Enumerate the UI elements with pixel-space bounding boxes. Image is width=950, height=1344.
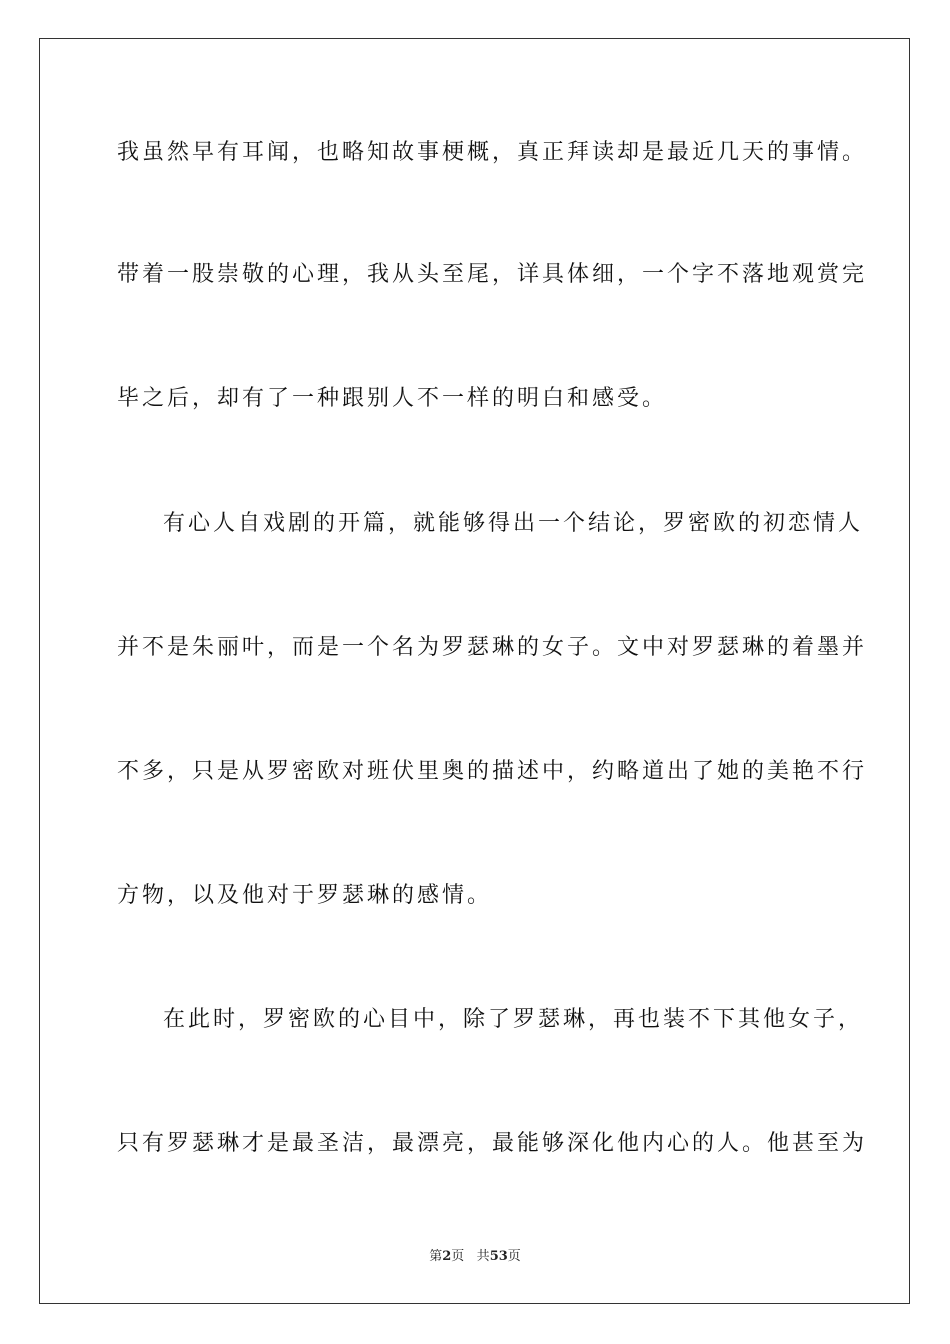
total-suffix: 页 [507,1249,521,1264]
text-line-6: 不多，只是从罗密欧对班伏里奥的描述中，约略道出了她的美艳不行 [117,759,868,784]
text-line-5: 并不是朱丽叶，而是一个名为罗瑟琳的女子。文中对罗瑟琳的着墨并 [117,635,868,660]
text-line-4: 有心人自戏剧的开篇，就能够得出一个结论，罗密欧的初恋情人 [163,511,864,536]
page-suffix: 页 [451,1249,465,1264]
text-line-3: 毕之后，却有了一种跟别人不一样的明白和感受。 [117,386,668,411]
page-frame [39,38,910,1304]
text-line-8: 在此时，罗密欧的心目中，除了罗瑟琳，再也装不下其他女子， [163,1007,864,1032]
total-pages: 53 [489,1249,508,1264]
page-prefix: 第 [429,1249,443,1264]
text-line-1: 我虽然早有耳闻，也略知故事梗概，真正拜读却是最近几天的事情。 [117,140,868,165]
text-line-2: 带着一股崇敬的心理，我从头至尾，详具体细，一个字不落地观赏完 [117,262,868,287]
text-line-7: 方物，以及他对于罗瑟琳的感情。 [117,883,493,908]
page-footer [0,1247,950,1267]
page-number: 2 [442,1249,452,1264]
total-prefix: 共 [476,1249,490,1264]
text-line-9: 只有罗瑟琳才是最圣洁，最漂亮，最能够深化他内心的人。他甚至为 [117,1131,868,1156]
